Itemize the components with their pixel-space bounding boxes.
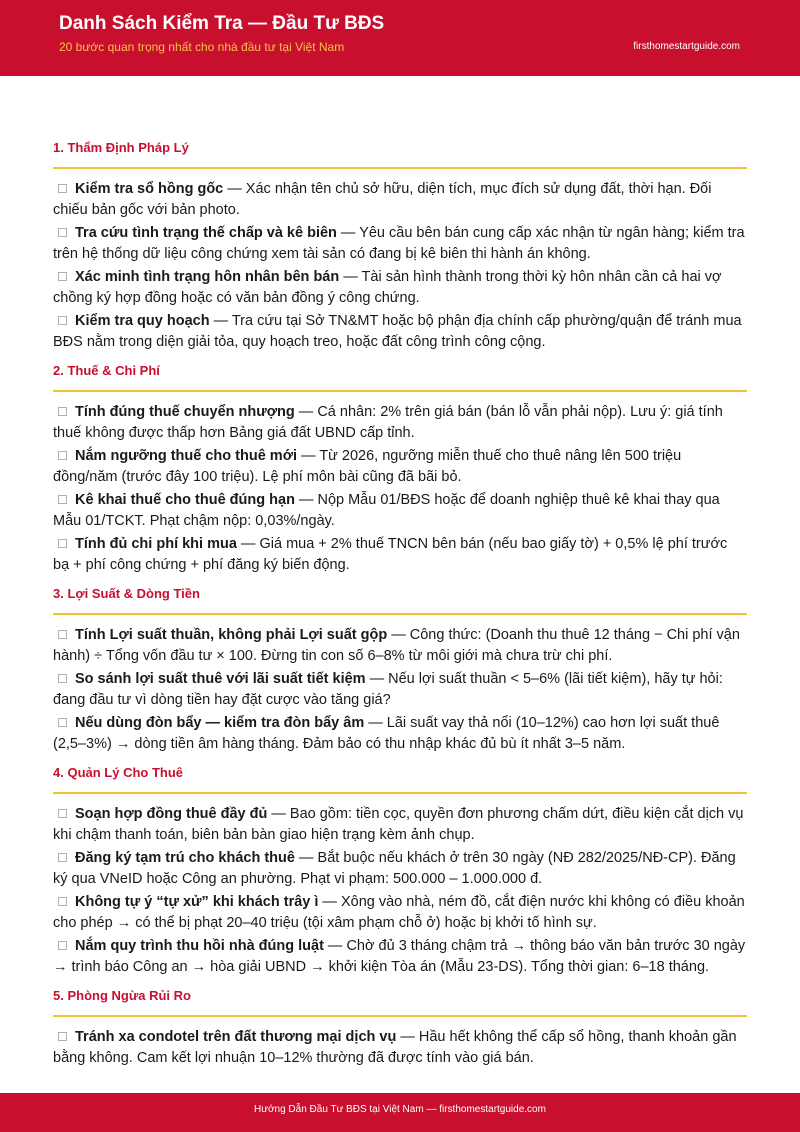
item-description: — Nếu lợi suất thuần < 5–6% (lãi tiết kiệm), hãy tự hỏi: đang đầu tư vì dòng tiền hay đặt cược vào tăng giá? (53, 671, 723, 708)
checkbox-icon[interactable] (58, 316, 67, 325)
item-name: Tính Lợi suất thuần, không phải Lợi suất gộp (75, 627, 388, 643)
checklist-item (53, 534, 747, 575)
item-description: — Xông vào nhà, ném đồ, cắt điện nước khi không có điều khoản cho phép → có thể bị phạt 20–40 triệu (tội xâm phạm chỗ ở) hoặc bị khởi tố hình sự. (53, 894, 745, 931)
checklist-item (53, 804, 747, 845)
checklist-item (53, 402, 747, 443)
checklist-item (53, 223, 747, 264)
checkbox-icon[interactable] (58, 272, 67, 281)
item-name: Tra cứu tình trạng thế chấp và kê biên (75, 225, 337, 241)
item-name: Không tự ý “tự xử” khi khách trây ì (75, 894, 319, 910)
item-description: — Bắt buộc nếu khách ở trên 30 ngày (NĐ 282/2025/NĐ-CP). Đăng ký qua VNeID hoặc Công an phường. Phạt vi phạm: 500.000 – 1.000.000 đ. (53, 850, 736, 887)
item-description: — Bao gồm: tiền cọc, quyền đơn phương chấm dứt, điều kiện cắt dịch vụ khi chậm thanh toán, biên bản bàn giao hiện trạng kèm ảnh chụp. (53, 806, 744, 843)
item-name: Nắm ngưỡng thuế cho thuê mới (75, 448, 298, 464)
item-name: Kê khai thuế cho thuê đúng hạn (75, 492, 295, 508)
item-name: So sánh lợi suất thuê với lãi suất tiết kiệm (75, 671, 366, 687)
page-footer (0, 1093, 800, 1132)
item-name: Nếu dùng đòn bẩy — kiểm tra đòn bẩy âm (75, 715, 365, 731)
item-name: Đăng ký tạm trú cho khách thuê (75, 850, 295, 866)
checkbox-icon[interactable] (58, 809, 67, 818)
checkbox-icon[interactable] (58, 495, 67, 504)
checklist-item (53, 848, 747, 889)
checkbox-icon[interactable] (58, 853, 67, 862)
checkbox-icon[interactable] (58, 451, 67, 460)
checkbox-icon[interactable] (58, 941, 67, 950)
section-divider (53, 1015, 747, 1017)
item-description: — Từ 2026, ngưỡng miễn thuế cho thuê nâng lên 500 triệu đồng/năm (trước đây 100 triệu). Lệ phí môn bài cũng đã bãi bỏ. (53, 448, 682, 485)
checklist-item (53, 669, 747, 710)
checklist-content (53, 138, 747, 1071)
checkbox-icon[interactable] (58, 228, 67, 237)
section-divider (53, 613, 747, 615)
page-header (0, 0, 800, 76)
item-description: — Công thức: (Doanh thu thuê 12 tháng − Chi phí vận hành) ÷ Tổng vốn đầu tư × 100. Đừng tin con số 6–8% từ môi giới mà chưa trừ chi phí. (53, 627, 740, 664)
checklist-item (53, 179, 747, 220)
item-description: — Chờ đủ 3 tháng chậm trả → thông báo văn bản trước 30 ngày → trình báo Công an → hòa giải UBND → khởi kiện Tòa án (Mẫu 23-DS). Tổng thời gian: 6–18 tháng. (53, 938, 746, 975)
page-subtitle: 20 bước quan trọng nhất cho nhà đầu tư tại Việt Nam (59, 40, 345, 54)
section-divider (53, 167, 747, 169)
checklist-item (53, 625, 747, 666)
section-title: 3. Lợi Suất & Dòng Tiền (53, 586, 200, 601)
item-name: Kiểm tra sổ hồng gốc (75, 181, 224, 197)
item-description: — Tài sản hình thành trong thời kỳ hôn nhân cần cả hai vợ chồng ký hợp đồng hoặc có văn bản đồng ý công chứng. (53, 269, 722, 306)
section-title: 5. Phòng Ngừa Rủi Ro (53, 988, 191, 1003)
checkbox-icon[interactable] (58, 674, 67, 683)
item-name: Tránh xa condotel trên đất thương mại dịch vụ (75, 1029, 397, 1045)
section-tax (53, 361, 747, 575)
checkbox-icon[interactable] (58, 897, 67, 906)
checklist-item (53, 892, 747, 933)
item-name: Tính đúng thuế chuyển nhượng (75, 404, 295, 420)
item-description: — Nộp Mẫu 01/BĐS hoặc để doanh nghiệp thuê kê khai thay qua Mẫu 01/TCKT. Phạt chậm nộp: 0,03%/ngày. (53, 492, 720, 529)
page-title: Danh Sách Kiểm Tra — Đầu Tư BĐS (59, 13, 385, 34)
section-rental-management (53, 763, 747, 977)
checklist-item (53, 713, 747, 754)
checkbox-icon[interactable] (58, 407, 67, 416)
item-description: — Hầu hết không thể cấp sổ hồng, thanh khoản gần bằng không. Cam kết lợi nhuận 10–12% thường đã được tính vào giá bán. (53, 1029, 737, 1066)
item-name: Tính đủ chi phí khi mua (75, 536, 237, 552)
item-name: Kiểm tra quy hoạch (75, 313, 210, 329)
checklist-item (53, 1027, 747, 1068)
checkbox-icon[interactable] (58, 630, 67, 639)
item-description: — Xác nhận tên chủ sở hữu, diện tích, mục đích sử dụng đất, thời hạn. Đối chiếu bản gốc với bản photo. (53, 181, 712, 218)
section-title: 1. Thẩm Định Pháp Lý (53, 140, 189, 155)
section-title: 4. Quản Lý Cho Thuê (53, 765, 184, 780)
checklist-item (53, 936, 747, 977)
item-name: Nắm quy trình thu hồi nhà đúng luật (75, 938, 324, 954)
item-description: — Tra cứu tại Sở TN&MT hoặc bộ phận địa chính cấp phường/quận để tránh mua BĐS nằm trong diện giải tỏa, quy hoạch treo, hoặc đất công trình công cộng. (53, 313, 742, 350)
checklist-item (53, 490, 747, 531)
checkbox-icon[interactable] (58, 539, 67, 548)
item-description: — Lãi suất vay thả nổi (10–12%) cao hơn lợi suất thuê (2,5–3%) → dòng tiền âm hàng tháng. Đảm bảo có thu nhập khác đủ bù ít nhất 3–5 năm. (53, 715, 720, 752)
section-title: 2. Thuế & Chi Phí (53, 363, 160, 378)
checklist-item (53, 446, 747, 487)
checkbox-icon[interactable] (58, 1032, 67, 1041)
checkbox-icon[interactable] (58, 184, 67, 193)
item-description: — Cá nhân: 2% trên giá bán (bán lỗ vẫn phải nộp). Lưu ý: giá tính thuế không được thấp hơn Bảng giá đất UBND cấp tỉnh. (53, 404, 723, 441)
item-name: Soạn hợp đồng thuê đầy đủ (75, 806, 268, 822)
checkbox-icon[interactable] (58, 718, 67, 727)
section-divider (53, 792, 747, 794)
header-site-url: firsthomestartguide.com (633, 41, 740, 52)
checklist-item (53, 267, 747, 308)
item-description: — Giá mua + 2% thuế TNCN bên bán (nếu bao giấy tờ) + 0,5% lệ phí trước bạ + phí công chứng + phí đăng ký biến động. (53, 536, 728, 573)
section-divider (53, 390, 747, 392)
checklist-item (53, 311, 747, 352)
footer-text: Hướng Dẫn Đầu Tư BĐS tại Việt Nam — firsthomestartguide.com (254, 1104, 546, 1115)
section-yield (53, 584, 747, 754)
section-legal (53, 138, 747, 352)
item-description: — Yêu cầu bên bán cung cấp xác nhận từ ngân hàng; kiểm tra trên hệ thống dữ liệu công chứng xem tài sản có đang bị kê biên thi hành án không. (53, 225, 745, 262)
section-risk-prevention (53, 986, 747, 1068)
item-name: Xác minh tình trạng hôn nhân bên bán (75, 269, 340, 285)
